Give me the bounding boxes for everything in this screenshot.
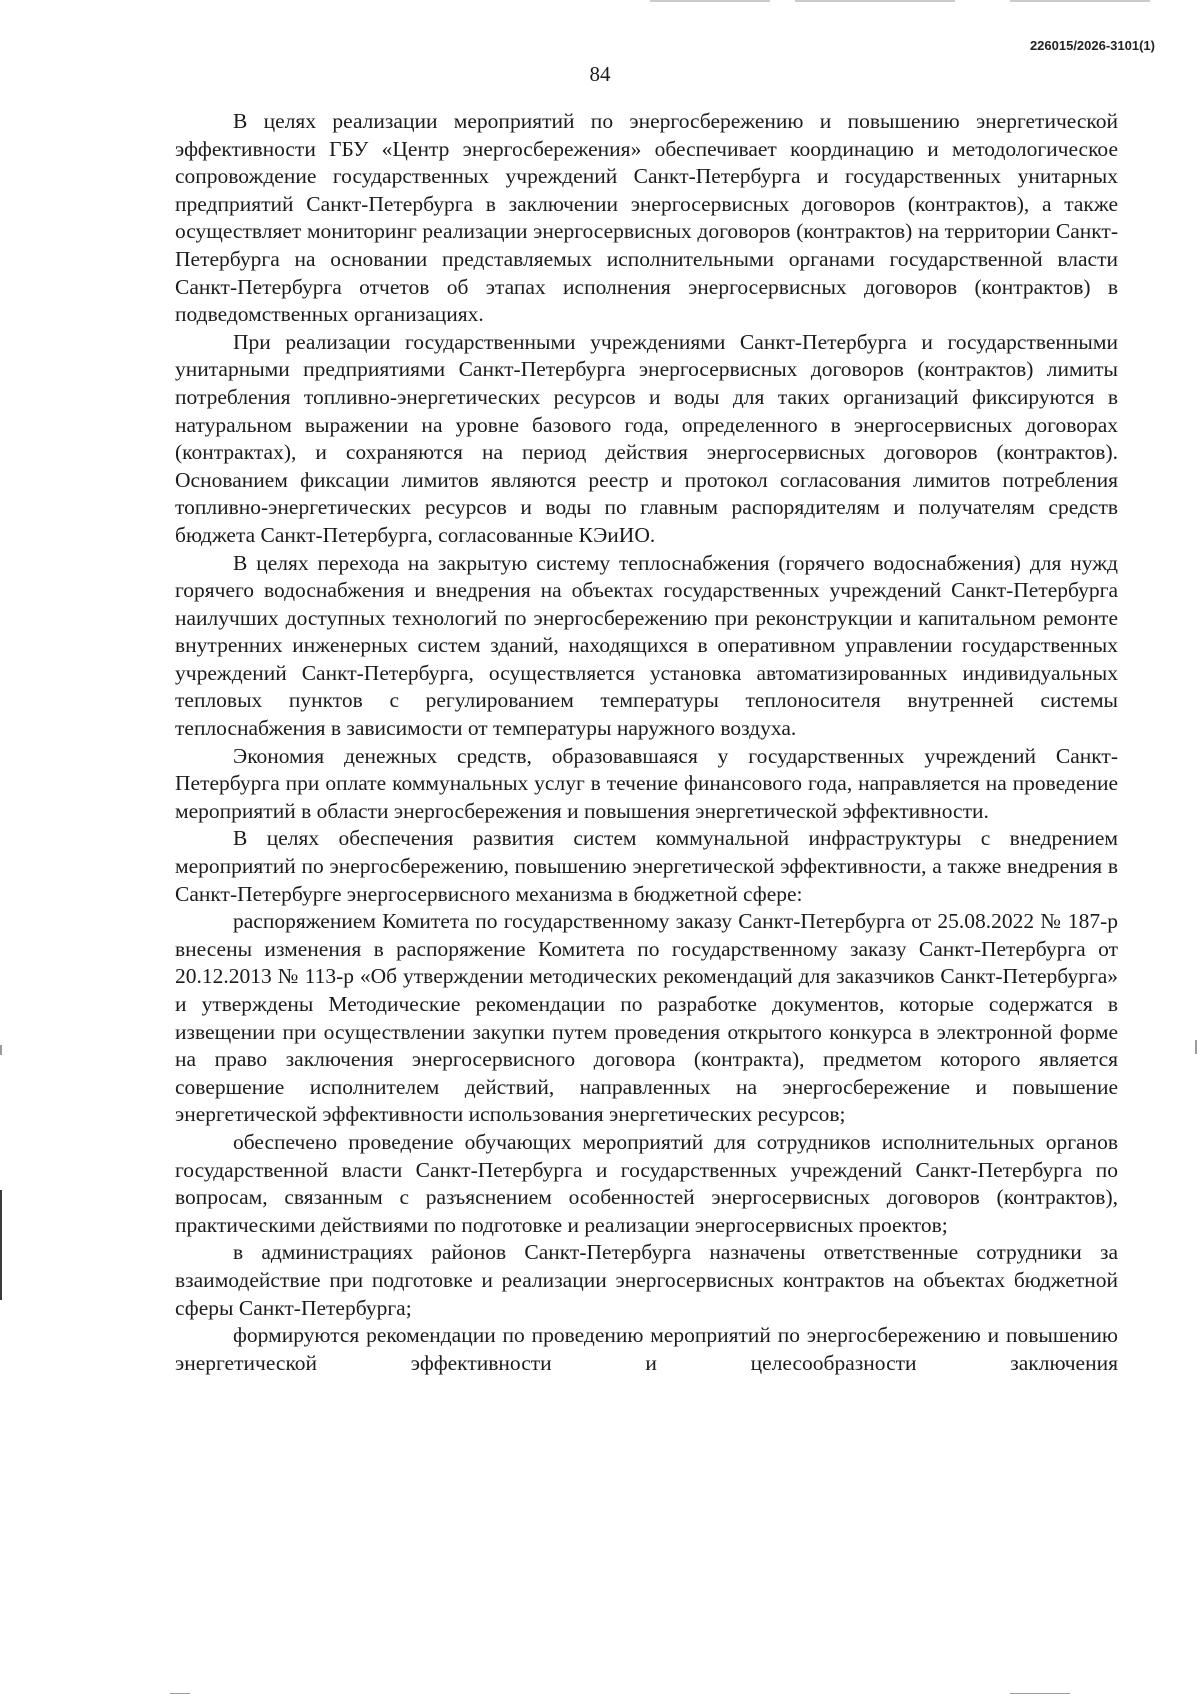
page-number: 84 [589,62,611,86]
document-registration-number: 226015/2026-3101(1) [1029,38,1155,53]
paragraph-district-administrations: в администрациях районов Санкт-Петербурга назначены ответственные сотрудники за взаимодействие при подготовке и реализации энергосервисных контрактов на объектах бюджетной сферы Санкт-Петербурга; [175,1240,1118,1320]
scan-bottom-rule-left [170,1693,190,1694]
scan-left-edge-tick [0,1045,2,1055]
paragraph-closed-heating-system: В целях перехода на закрытую систему теплоснабжения (горячего водоснабжения) для нужд горячего водоснабжения и внедрения на объектах государственных учреждений Санкт-Петербурга наилучших доступных технологий по энергосбережению при реконструкции и капитальном ремонте внутренних инженерных систем зданий, находящихся в оперативном управлении государственных учреждений Санкт-Петербурга, осуществляется установка автоматизированных индивидуальных тепловых пунктов с регулированием температуры теплоносителя внутренней системы теплоснабжения в зависимости от температуры наружного воздуха. [175,550,1118,741]
scan-right-edge-mark [1195,1040,1197,1054]
paragraph-training-events: обеспечено проведение обучающих мероприятий для сотрудников исполнительных органов государственной власти Санкт-Петербурга и государственных учреждений Санкт-Петербурга по вопросам, связанным с разъяснением особенностей энергосервисных договоров (контрактов), практическими действиями по подготовке и реализации энергосервисных проектов; [175,1129,1118,1237]
paragraph-infrastructure-development: В целях обеспечения развития систем коммунальной инфраструктуры с внедрением мероприятий по энергосбережению, повышению энергетической эффективности, а также внедрения в Санкт-Петербурге энергосервисного механизма в бюджетной сфере: [175,826,1118,906]
scan-top-rule-mid [795,0,955,2]
scan-left-edge-mark [0,1190,2,1300]
scan-top-rule-left [650,0,770,2]
paragraph-budget-savings: Экономия денежных средств, образовавшаяся у государственных учреждений Санкт-Петербурга при оплате коммунальных услуг в течение финансового года, направляется на проведение мероприятий в области энергосбережения и повышения энергетической эффективности. [175,743,1118,823]
document-body [175,108,1118,1377]
scan-bottom-rule-right [1010,1693,1070,1694]
paragraph-energy-center-coordination: В целях реализации мероприятий по энергосбережению и повышению энергетической эффективности ГБУ «Центр энергосбережения» обеспечивает координацию и методологическое сопровождение государственных учреждений Санкт-Петербурга и государственных унитарных предприятий Санкт-Петербурга в заключении энергосервисных договоров (контрактов), а также осуществляет мониторинг реализации энергосервисных договоров (контрактов) на территории Санкт-Петербурга на основании представляемых исполнительными органами государственной власти Санкт-Петербурга отчетов об этапах исполнения энергосервисных договоров (контрактов) в подведомственных организациях. [175,109,1118,327]
paragraph-procurement-order: распоряжением Комитета по государственному заказу Санкт-Петербурга от 25.08.2022 № 187-р внесены изменения в распоряжение Комитета по государственному заказу Санкт-Петербурга от 20.12.2013 № 113-р «Об утверждении методических рекомендаций для заказчиков Санкт-Петербурга» и утверждены Методические рекомендации по разработке документов, которые содержатся в извещении при осуществлении закупки путем проведения открытого конкурса в электронной форме на право заключения энергосервисного договора (контракта), предметом которого является совершение исполнителем действий, направленных на энергосбережение и повышение энергетической эффективности использования энергетических ресурсов; [175,909,1118,1127]
scan-top-rule-right [1010,0,1150,2]
paragraph-recommendations: формируются рекомендации по проведению мероприятий по энергосбережению и повышению энергетической эффективности и целесообразности заключения [175,1323,1118,1375]
paragraph-consumption-limits: При реализации государственными учреждениями Санкт-Петербурга и государственными унитарными предприятиями Санкт-Петербурга энергосервисных договоров (контрактов) лимиты потребления топливно-энергетических ресурсов и воды для таких организаций фиксируются в натуральном выражении на уровне базового года, определенного в энергосервисных договорах (контрактах), и сохраняются на период действия энергосервисных договоров (контрактов). Основанием фиксации лимитов являются реестр и протокол согласования лимитов потребления топливно-энергетических ресурсов и воды по главным распорядителям и получателям средств бюджета Санкт-Петербурга, согласованные КЭиИО. [175,329,1118,547]
